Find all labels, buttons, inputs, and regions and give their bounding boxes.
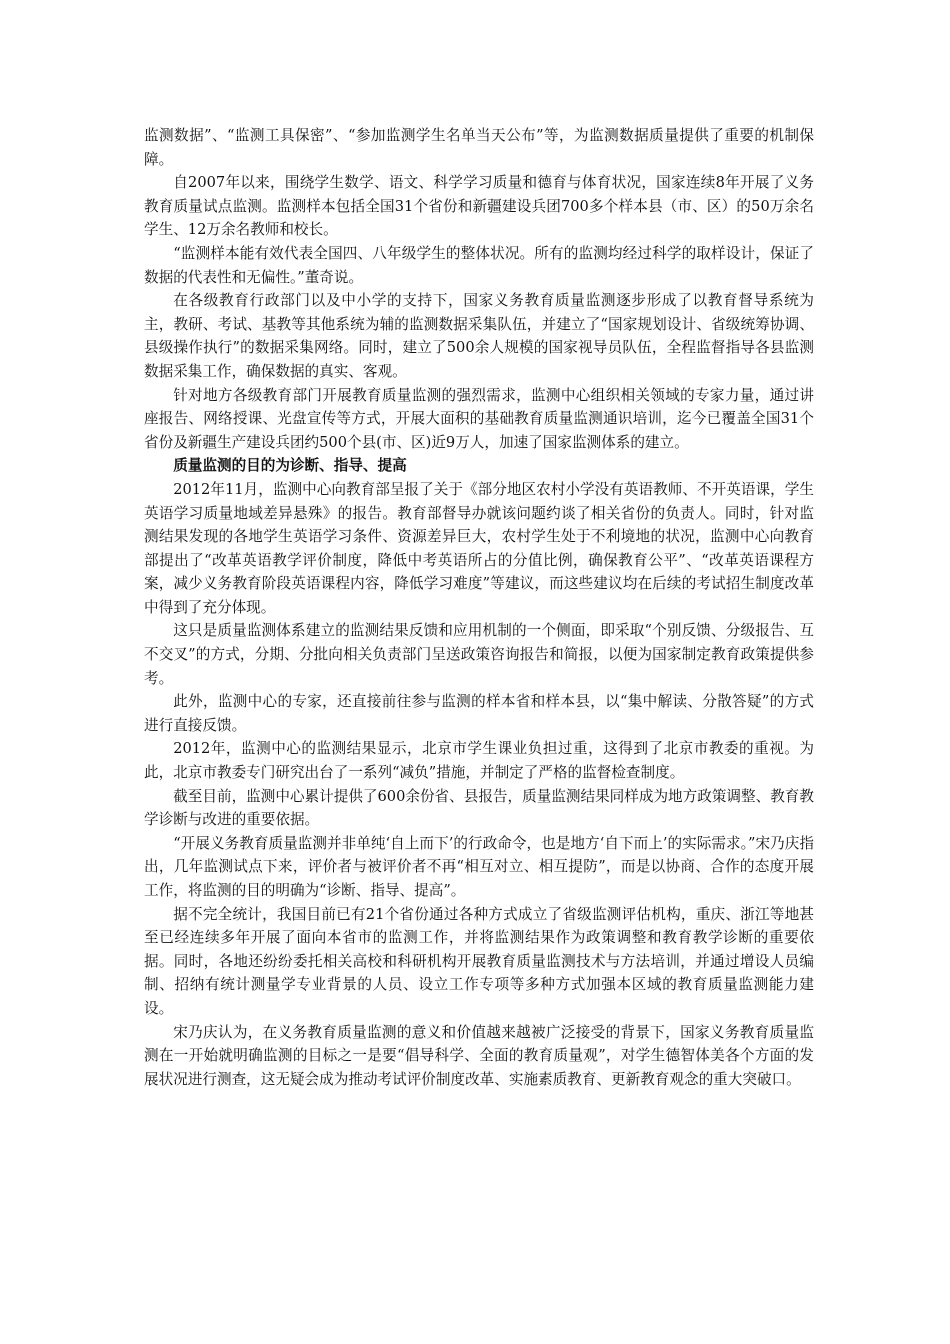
paragraph: 在各级教育行政部门以及中小学的支持下，国家义务教育质量监测逐步形成了以教育督导系统为主，教研、考试、基教等其他系统为辅的监测数据采集队伍，并建立了“国家规划设计、省级统筹协调、县级操作执行”的数据采集网络。同时，建立了500余人规模的国家视导员队伍，全程监督指导各县监测数据采集工作，确保数据的真实、客观。 <box>144 292 814 380</box>
article-body <box>144 124 814 1091</box>
paragraph: 2012年，监测中心的监测结果显示，北京市学生课业负担过重，这得到了北京市教委的重视。为此，北京市教委专门研究出台了一系列“减负”措施，并制定了严格的监督检查制度。 <box>144 740 814 782</box>
paragraph: 自2007年以来，围绕学生数学、语文、科学学习质量和德育与体育状况，国家连续8年开展了义务教育质量试点监测。监测样本包括全国31个省份和新疆建设兵团700多个样本县（市、区）的50万余名学生、12万余名教师和校长。 <box>144 174 814 239</box>
paragraph: “开展义务教育质量监测并非单纯‘自上而下’的行政命令，也是地方‘自下而上’的实际需求。”宋乃庆指出，几年监测试点下来，评价者与被评价者不再“相互对立、相互提防”，而是以协商、合作的态度开展工作，将监测的目的明确为“诊断、指导、提高”。 <box>144 834 814 899</box>
paragraph: 此外，监测中心的专家，还直接前往参与监测的样本省和样本县，以“集中解读、分散答疑”的方式进行直接反馈。 <box>144 693 814 734</box>
paragraph: 宋乃庆认为，在义务教育质量监测的意义和价值越来越被广泛接受的背景下，国家义务教育质量监测在一开始就明确监测的目标之一是要“倡导科学、全面的教育质量观”，对学生德智体美各个方面的发展状况进行测查，这无疑会成为推动考试评价制度改革、实施素质教育、更新教育观念的重大突破口。 <box>144 1023 814 1088</box>
paragraph: 针对地方各级教育部门开展教育质量监测的强烈需求，监测中心组织相关领域的专家力量，通过讲座报告、网络授课、光盘宣传等方式，开展大面积的基础教育质量监测通识培训，迄今已覆盖全国31个省份及新疆生产建设兵团约500个县(市、区)近9万人，加速了国家监测体系的建立。 <box>144 386 814 451</box>
paragraph: 2012年11月，监测中心向教育部呈报了关于《部分地区农村小学没有英语教师、不开英语课，学生英语学习质量地域差异悬殊》的报告。教育部督导办就该问题约谈了相关省份的负责人。同时，针对监测结果发现的各地学生英语学习条件、资源差异巨大，农村学生处于不利境地的状况，监测中心向教育部提出了“改革英语教学评价制度，降低中考英语所占的分值比例，确保教育公平”、“改革英语课程方案，减少义务教育阶段英语课程内容，降低学习难度”等建议，而这些建议均在后续的考试招生制度改革中得到了充分体现。 <box>144 480 814 616</box>
paragraph: 截至目前，监测中心累计提供了600余份省、县报告，质量监测结果同样成为地方政策调整、教育教学诊断与改进的重要依据。 <box>144 787 814 829</box>
section-heading: 质量监测的目的为诊断、指导、提高 <box>173 457 407 475</box>
paragraph: 监测数据”、“监测工具保密”、“参加监测学生名单当天公布”等，为监测数据质量提供了重要的机制保障。 <box>144 127 814 168</box>
paragraph: 据不完全统计，我国目前已有21个省份通过各种方式成立了省级监测评估机构，重庆、浙江等地甚至已经连续多年开展了面向本省市的监测工作，并将监测结果作为政策调整和教育教学诊断的重要依据。同时，各地还纷纷委托相关高校和科研机构开展教育质量监测技术与方法培训，并通过增设人员编制、招纳有统计测量学专业背景的人员、设立工作专项等多种方式加强本区域的教育质量监测能力建设。 <box>144 905 814 1017</box>
paragraph: “监测样本能有效代表全国四、八年级学生的整体状况。所有的监测均经过科学的取样设计，保证了数据的代表性和无偏性。”董奇说。 <box>144 244 814 286</box>
paragraph: 这只是质量监测体系建立的监测结果反馈和应用机制的一个侧面，即采取“个别反馈、分级报告、互不交叉”的方式，分期、分批向相关负责部门呈送政策咨询报告和简报，以便为国家制定教育政策提供参考。 <box>144 622 814 687</box>
